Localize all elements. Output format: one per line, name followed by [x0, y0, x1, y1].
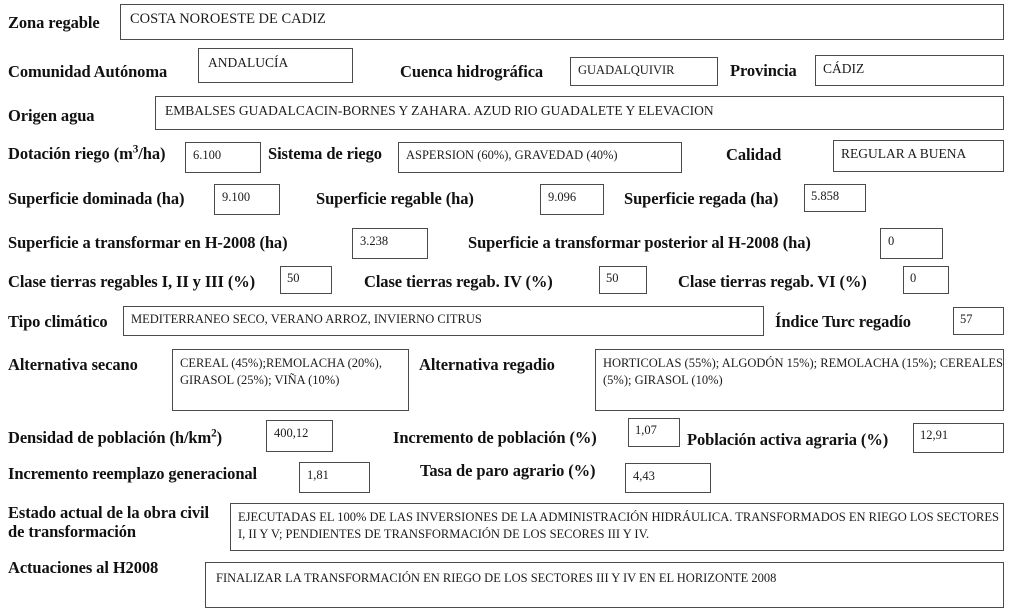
label-estado-actual-obra-line2: de transformación: [8, 522, 136, 542]
field-densidad-poblacion[interactable]: [266, 420, 333, 452]
field-calidad[interactable]: [833, 140, 1004, 172]
label-alternativa-regadio: Alternativa regadio: [419, 355, 555, 374]
field-superficie-dominada[interactable]: [214, 184, 280, 215]
label-clase-tierras-vi: Clase tierras regab. VI (%): [678, 272, 867, 291]
value-poblacion-activa-agraria: 12,91: [920, 428, 949, 442]
field-poblacion-activa-agraria[interactable]: [913, 423, 1004, 453]
label-dotacion-riego: [8, 144, 165, 163]
value-superficie-transformar-posterior-h2008: 0: [888, 234, 895, 248]
value-estado-actual-obra: EJECUTADAS EL 100% DE LAS INVERSIONES DE LA ADMINISTRACIÓN HIDRÁULICA. TRANSFORMADOS EN RIEGO LOS SECTORES I, II Y V; PENDIENTES DE TRANSFORMACIÓN DE LOS SECORES III Y IV.: [238, 510, 999, 541]
value-actuaciones-h2008: FINALIZAR LA TRANSFORMACIÓN EN RIEGO DE LOS SECTORES III Y IV EN EL HORIZONTE 2008: [216, 571, 777, 585]
label-calidad: Calidad: [726, 145, 782, 164]
label-superficie-transformar-h2008: Superficie a transformar en H-2008 (ha): [8, 233, 288, 252]
value-clase-tierras-vi: 0: [910, 271, 917, 285]
value-incremento-poblacion: 1,07: [635, 423, 657, 437]
label-provincia: Provincia: [730, 61, 797, 80]
field-sistema-de-riego[interactable]: [398, 142, 682, 173]
value-superficie-dominada: 9.100: [222, 190, 251, 204]
value-alternativa-regadio: HORTICOLAS (55%); ALGODÓN 15%); REMOLACHA (15%); CEREALES (5%); GIRASOL (10%): [603, 356, 1003, 387]
label-densidad-poblacion: [8, 428, 222, 447]
field-superficie-regable[interactable]: [540, 184, 604, 215]
field-comunidad-autonoma[interactable]: [198, 48, 353, 83]
value-indice-turc-regadio: 57: [960, 312, 973, 326]
label-superficie-regada: Superficie regada (ha): [624, 189, 779, 208]
label-estado-actual-obra-line1: Estado actual de la obra civil: [8, 503, 209, 522]
field-clase-tierras-iv[interactable]: [599, 266, 647, 294]
field-incremento-poblacion[interactable]: [628, 418, 680, 447]
label-estado-actual-obra: [8, 503, 230, 542]
value-superficie-regada: 5.858: [811, 189, 840, 203]
field-tasa-paro-agrario[interactable]: [625, 463, 711, 493]
field-clase-tierras-vi[interactable]: [903, 266, 949, 294]
field-incremento-reemplazo-generacional[interactable]: [299, 462, 370, 493]
field-dotacion-riego[interactable]: [185, 142, 261, 173]
label-densidad-poblacion-superscript: 2: [211, 427, 217, 440]
label-superficie-regable: Superficie regable (ha): [316, 189, 474, 208]
field-indice-turc-regadio[interactable]: [953, 307, 1004, 335]
label-clase-tierras-iv: Clase tierras regab. IV (%): [364, 272, 553, 291]
value-incremento-reemplazo-generacional: 1,81: [307, 468, 329, 482]
label-densidad-poblacion-pre: Densidad de población (h/km: [8, 428, 212, 447]
value-provincia: CÁDIZ: [823, 61, 865, 76]
value-origen-agua: EMBALSES GUADALCACIN-BORNES Y ZAHARA. AZUD RIO GUADALETE Y ELEVACION: [165, 103, 714, 118]
value-comunidad-autonoma: ANDALUCÍA: [208, 55, 289, 70]
label-actuaciones-h2008: Actuaciones al H2008: [8, 558, 159, 577]
value-sistema-de-riego: ASPERSION (60%), GRAVEDAD (40%): [406, 148, 618, 162]
value-cuenca-hidrografica: GUADALQUIVIR: [578, 63, 675, 77]
field-tipo-climatico[interactable]: [123, 306, 764, 336]
label-poblacion-activa-agraria: Población activa agraria (%): [687, 430, 889, 449]
field-superficie-transformar-h2008[interactable]: [352, 228, 428, 259]
label-cuenca-hidrografica: Cuenca hidrográfica: [400, 62, 544, 81]
label-dotacion-riego-post: /ha): [138, 144, 166, 163]
field-cuenca-hidrografica[interactable]: [570, 57, 718, 86]
label-clase-tierras-i-ii-iii: Clase tierras regables I, II y III (%): [8, 272, 256, 291]
label-incremento-reemplazo-generacional: Incremento reemplazo generacional: [8, 464, 258, 483]
label-indice-turc-regadio: Índice Turc regadío: [775, 312, 911, 331]
field-actuaciones-h2008[interactable]: [205, 562, 1004, 608]
field-zona-regable[interactable]: [120, 4, 1004, 40]
value-clase-tierras-i-ii-iii: 50: [287, 271, 300, 285]
field-superficie-regada[interactable]: [804, 184, 866, 212]
field-estado-actual-obra[interactable]: [230, 503, 1004, 551]
value-zona-regable: COSTA NOROESTE DE CADIZ: [130, 11, 326, 27]
value-clase-tierras-iv: 50: [606, 271, 619, 285]
field-superficie-transformar-posterior-h2008[interactable]: [880, 228, 943, 259]
field-alternativa-regadio[interactable]: [595, 349, 1004, 411]
label-incremento-poblacion: Incremento de población (%): [393, 428, 597, 447]
field-alternativa-secano[interactable]: [172, 349, 409, 411]
label-zona-regable: Zona regable: [8, 13, 100, 32]
label-comunidad-autonoma: Comunidad Autónoma: [8, 62, 168, 81]
label-alternativa-secano: Alternativa secano: [8, 355, 138, 374]
field-clase-tierras-i-ii-iii[interactable]: [280, 266, 332, 294]
value-superficie-regable: 9.096: [548, 190, 577, 204]
label-origen-agua: Origen agua: [8, 106, 95, 125]
label-superficie-transformar-posterior-h2008: Superficie a transformar posterior al H-2008 (ha): [468, 233, 811, 252]
label-sistema-de-riego: Sistema de riego: [268, 144, 382, 163]
label-tasa-paro-agrario: Tasa de paro agrario (%): [420, 461, 596, 480]
field-provincia[interactable]: [815, 55, 1004, 86]
label-densidad-poblacion-post: ): [216, 428, 223, 447]
value-dotacion-riego: 6.100: [193, 148, 222, 162]
label-superficie-dominada: Superficie dominada (ha): [8, 189, 185, 208]
label-tipo-climatico: Tipo climático: [8, 312, 108, 331]
value-tasa-paro-agrario: 4,43: [633, 469, 655, 483]
value-alternativa-secano: CEREAL (45%);REMOLACHA (20%), GIRASOL (25%); VIÑA (10%): [180, 356, 382, 387]
value-calidad: REGULAR A BUENA: [841, 146, 967, 161]
value-tipo-climatico: MEDITERRANEO SECO, VERANO ARROZ, INVIERNO CITRUS: [131, 312, 482, 326]
value-densidad-poblacion: 400,12: [274, 426, 309, 440]
field-origen-agua[interactable]: [155, 96, 1004, 130]
label-dotacion-riego-pre: Dotación riego (m: [8, 144, 133, 163]
value-superficie-transformar-h2008: 3.238: [360, 234, 389, 248]
label-dotacion-riego-superscript: 3: [132, 143, 139, 156]
